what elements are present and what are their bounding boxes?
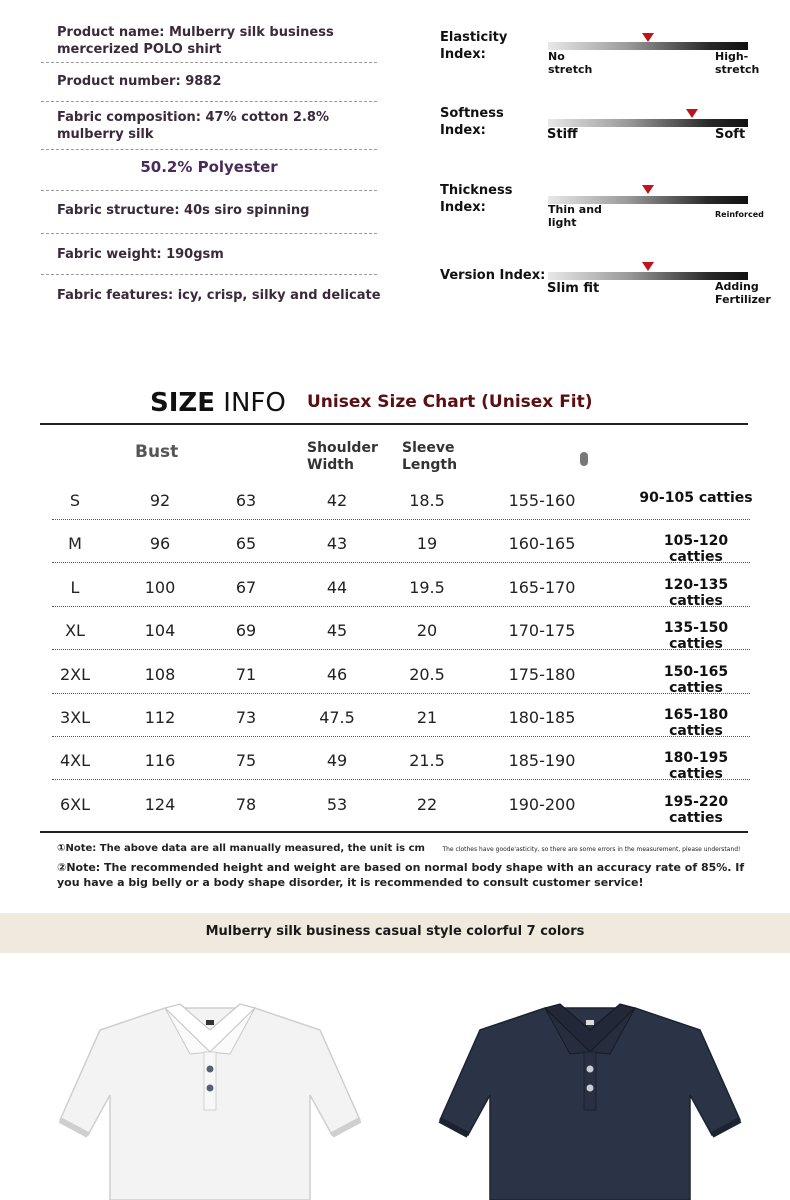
divider	[41, 190, 377, 191]
size-chart-subtitle: Unisex Size Chart (Unisex Fit)	[307, 392, 593, 412]
cell-bust: 104	[144, 621, 176, 641]
table-icon	[580, 452, 588, 466]
cell-length: 69	[235, 621, 257, 641]
cell-weight: 90-105 catties	[639, 490, 753, 506]
cell-weight: 195-220 catties	[663, 793, 729, 826]
cell-weight: 135-150 catties	[663, 620, 729, 653]
cell-sleeve: 21	[416, 708, 438, 727]
cell-length: 65	[235, 534, 257, 554]
cell-size: M	[68, 534, 82, 554]
fabric-composition: Fabric composition: 47% cotton 2.8% mulberry silk	[57, 110, 329, 142]
index-min-label: No stretch	[548, 50, 593, 76]
fabric-weight: Fabric weight: 190gsm	[57, 247, 224, 262]
cell-length: 67	[235, 577, 257, 597]
cell-bust: 124	[144, 794, 176, 814]
cell-shoulder: 43	[326, 534, 348, 554]
header-sleeve-length: Sleeve Length	[402, 440, 458, 473]
cell-shoulder: 44	[326, 577, 348, 597]
cell-size: L	[70, 577, 80, 597]
cell-shoulder: 42	[326, 491, 348, 510]
cell-weight: 165-180 catties	[663, 707, 729, 739]
cell-length: 75	[235, 751, 257, 771]
cell-length: 73	[235, 708, 257, 727]
divider	[41, 62, 377, 63]
cell-length: 78	[235, 794, 257, 814]
table-top-rule	[40, 423, 748, 425]
cell-height: 160-165	[508, 534, 576, 554]
cell-height: 185-190	[508, 751, 576, 771]
cell-shoulder: 49	[326, 751, 348, 771]
index-bar	[548, 42, 748, 50]
index-max-label: High-stretch	[715, 50, 760, 76]
row-divider	[52, 736, 750, 737]
cell-height: 190-200	[508, 794, 576, 814]
cell-sleeve: 21.5	[409, 751, 445, 771]
divider	[41, 149, 377, 150]
index-marker	[686, 109, 698, 118]
cell-bust: 96	[149, 534, 171, 554]
cell-height: 170-175	[508, 621, 576, 641]
index-max-label: Reinforced	[715, 210, 764, 219]
index-min-label: Stiff	[547, 127, 578, 142]
index-marker	[642, 262, 654, 271]
index-marker	[642, 33, 654, 42]
cell-sleeve: 22	[416, 794, 438, 814]
cell-bust: 92	[149, 491, 171, 510]
index-min-label: Slim fit	[547, 281, 600, 296]
row-divider	[52, 606, 750, 607]
cell-sleeve: 18.5	[409, 491, 445, 510]
cell-size: XL	[65, 621, 85, 641]
cell-height: 155-160	[508, 491, 576, 510]
fabric-structure: Fabric structure: 40s siro spinning	[57, 203, 310, 218]
cell-bust: 116	[144, 751, 176, 771]
index-max-label: Soft	[715, 127, 746, 142]
index-bar	[548, 272, 748, 280]
white-polo-image	[40, 990, 380, 1200]
row-divider	[52, 562, 750, 563]
divider	[41, 101, 377, 102]
index-label: Elasticity Index:	[440, 30, 508, 62]
cell-bust: 108	[144, 664, 176, 684]
index-label: Softness Index:	[440, 106, 504, 138]
cell-height: 180-185	[508, 708, 576, 727]
navy-polo-image	[420, 990, 760, 1200]
divider	[41, 274, 377, 275]
fabric-features: Fabric features: icy, crisp, silky and delicate	[57, 288, 381, 303]
note-recommendation: ②Note: The recommended height and weight are based on normal body shape with an accuracy rate of 85%. If you have a big belly or a body shape disorder, it is recommended to consult customer service!	[57, 861, 745, 889]
index-label: Version Index:	[440, 268, 546, 283]
cell-shoulder: 45	[326, 621, 348, 641]
cell-size: 2XL	[59, 664, 91, 684]
cell-height: 165-170	[508, 577, 576, 597]
cell-sleeve: 19	[416, 534, 438, 554]
cell-weight: 105-120 catties	[663, 533, 729, 566]
note-measurement-text: ①Note: The above data are all manually measured, the unit is cm	[57, 843, 425, 854]
note-measurement-small: The clothes have goode'asticity, so there are some errors in the measurement, please understand!	[442, 846, 741, 853]
index-marker	[642, 185, 654, 194]
cell-size: S	[69, 491, 81, 510]
cell-weight: 180-195 catties	[663, 750, 729, 783]
cell-weight: 150-165 catties	[663, 663, 729, 696]
size-info-title-bold: SIZE	[150, 388, 216, 418]
cell-bust: 100	[144, 577, 176, 597]
row-divider	[52, 779, 750, 780]
cell-weight: 120-135 catties	[663, 576, 729, 609]
cell-sleeve: 20	[416, 621, 438, 641]
row-divider	[52, 519, 750, 520]
cell-height: 175-180	[508, 664, 576, 684]
cell-length: 71	[235, 664, 257, 684]
note-measurement	[57, 843, 740, 854]
cell-size: 6XL	[59, 794, 91, 814]
table-bottom-rule	[40, 831, 748, 833]
cell-sleeve: 20.5	[409, 664, 445, 684]
cell-shoulder: 53	[326, 794, 348, 814]
cell-sleeve: 19.5	[409, 577, 445, 597]
index-max-label: Adding Fertilizer	[715, 280, 771, 306]
cell-shoulder: 47.5	[319, 708, 355, 727]
header-shoulder-width: Shoulder Width	[307, 440, 378, 473]
row-divider	[52, 693, 750, 694]
cell-size: 4XL	[59, 751, 91, 771]
header-bust: Bust	[135, 442, 179, 462]
fabric-composition-extra: 50.2% Polyester	[140, 158, 278, 176]
product-name: Product name: Mulberry silk business mercerized POLO shirt	[57, 25, 334, 57]
cell-length: 63	[235, 491, 257, 510]
row-divider	[52, 649, 750, 650]
size-info-title	[150, 388, 286, 418]
cell-shoulder: 46	[326, 664, 348, 684]
product-number: Product number: 9882	[57, 74, 222, 89]
colors-banner-text: Mulberry silk business casual style colorful 7 colors	[205, 924, 585, 939]
index-label: Thickness Index:	[440, 183, 513, 215]
divider	[41, 233, 377, 234]
index-bar	[548, 119, 748, 127]
cell-bust: 112	[144, 708, 176, 727]
index-min-label: Thin and light	[548, 203, 602, 229]
size-info-title-light: INFO	[223, 388, 286, 418]
cell-size: 3XL	[59, 708, 91, 727]
colors-banner	[0, 913, 790, 953]
